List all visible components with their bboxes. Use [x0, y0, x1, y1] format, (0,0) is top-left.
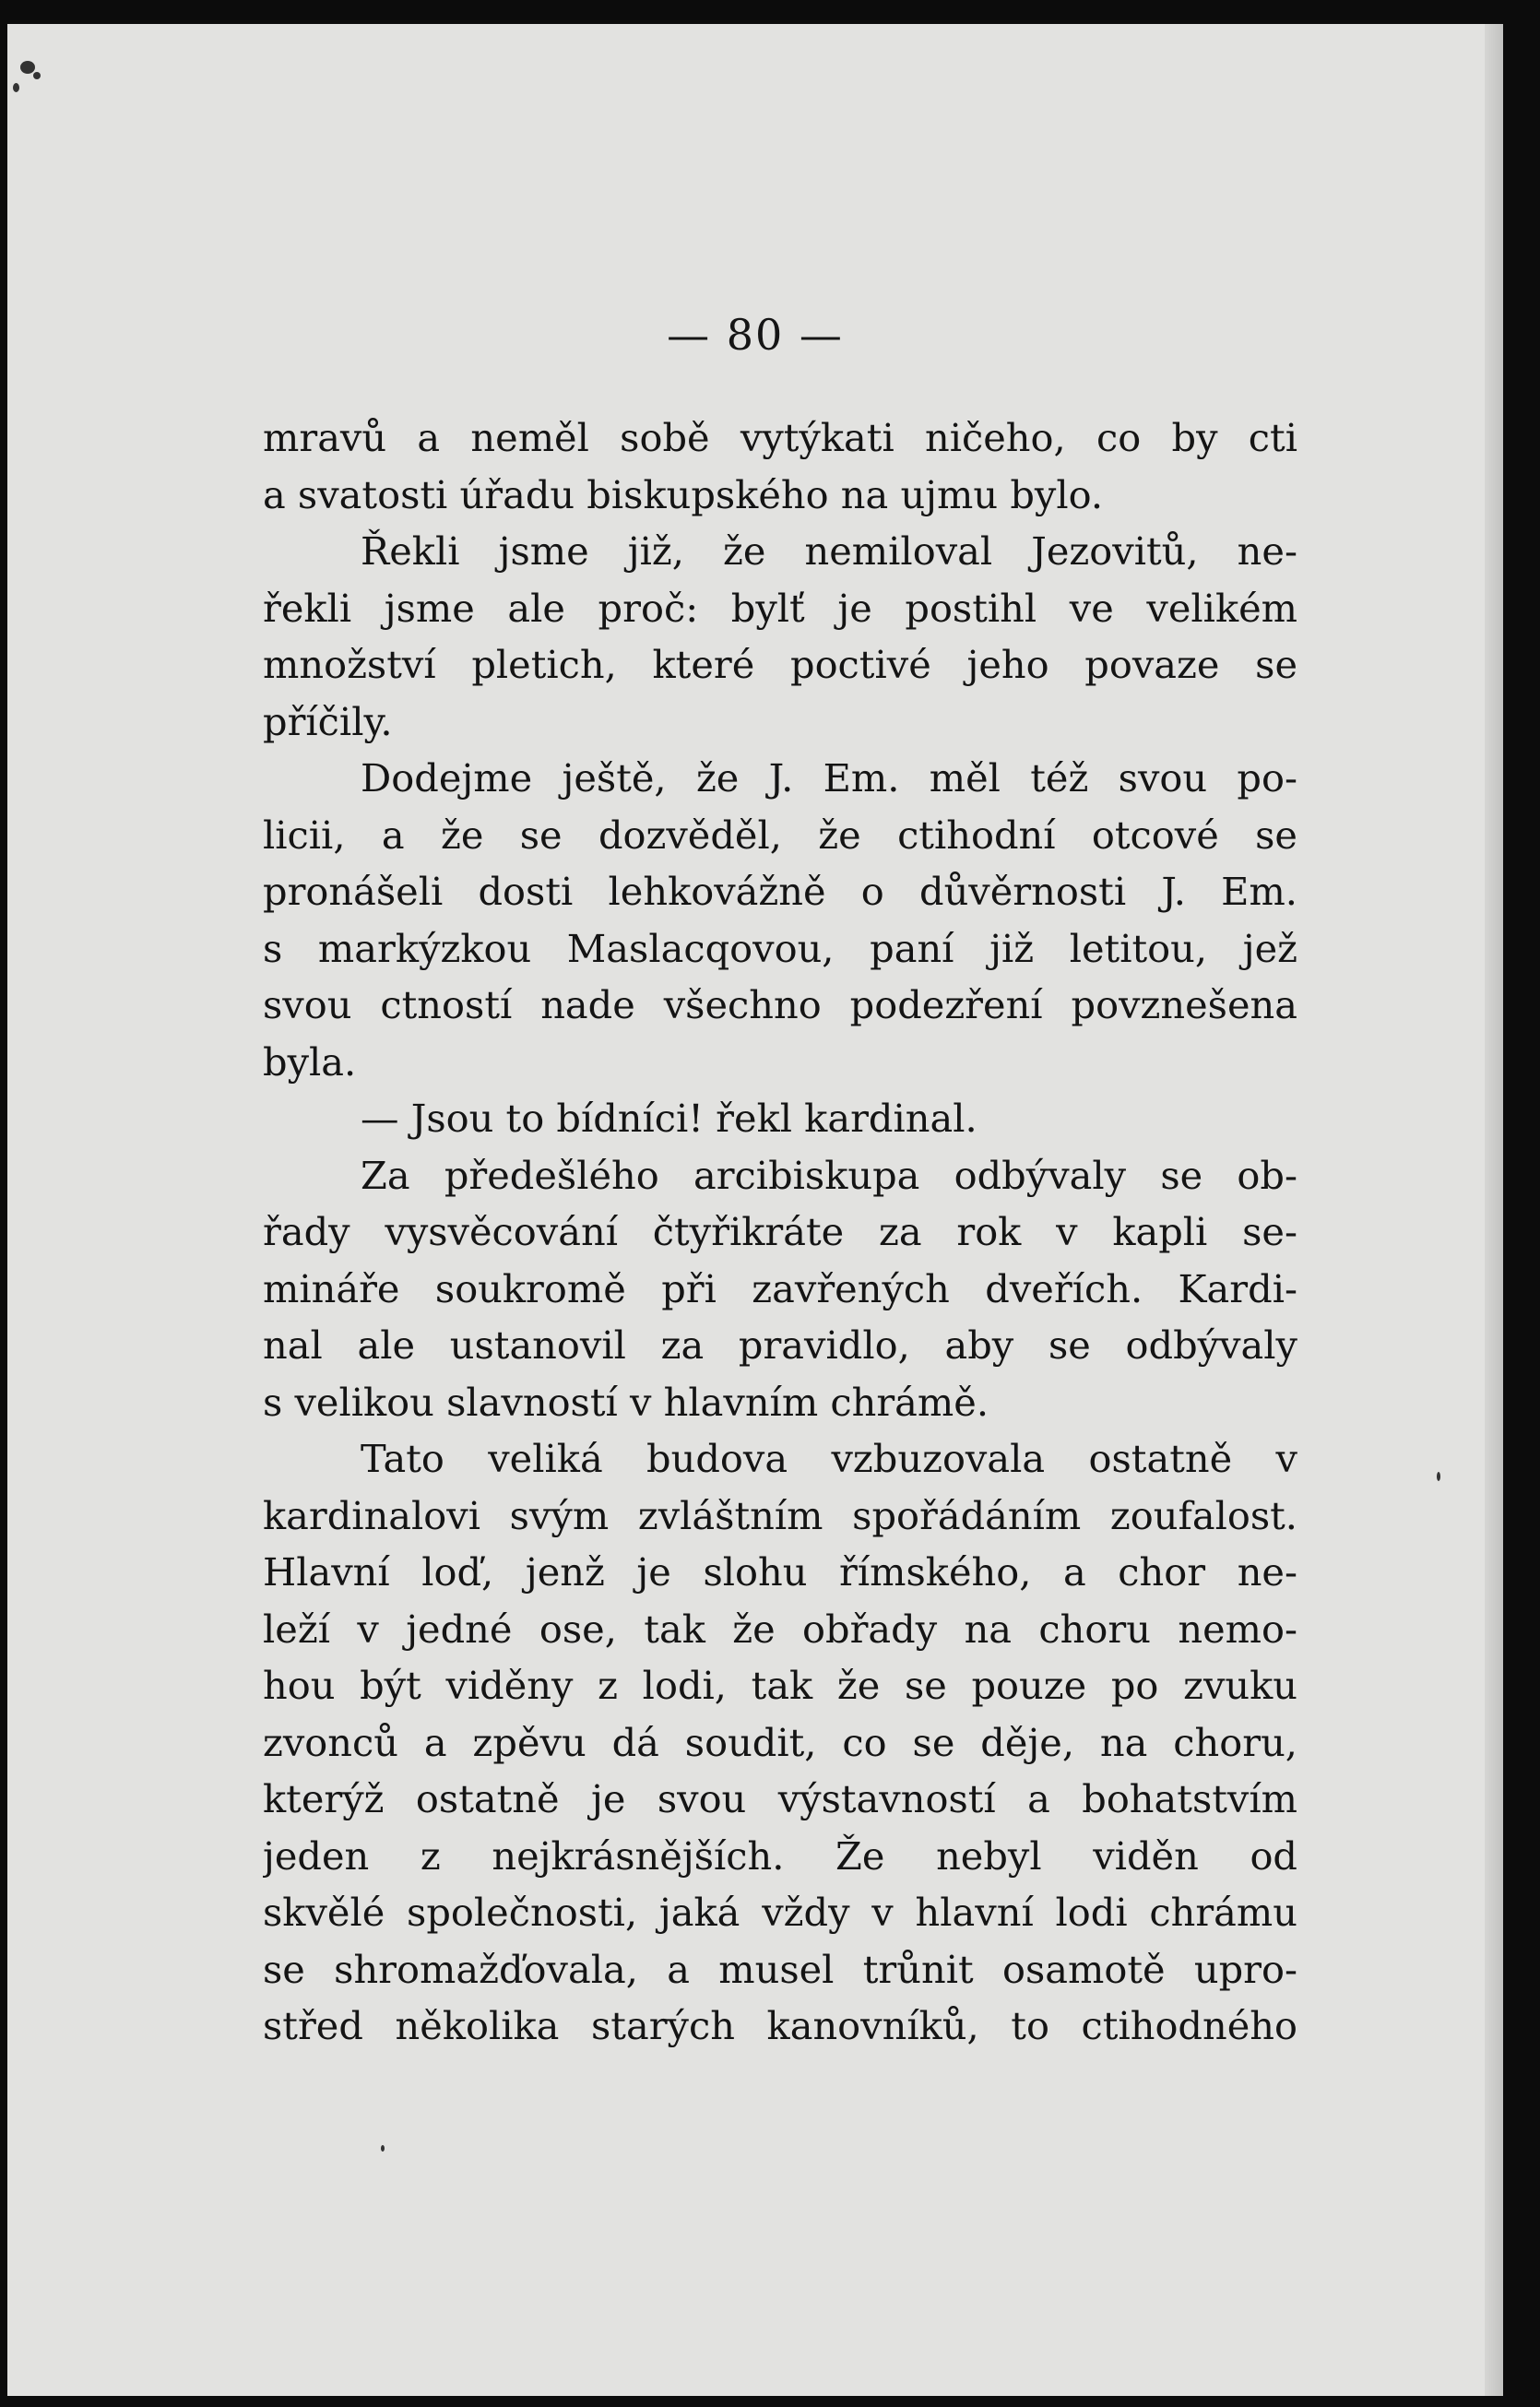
text-line: pronášeli dosti lehkovážně o důvěrnosti J. Em. [263, 869, 1297, 914]
text-line: skvělé společnosti, jaká vždy v hlavní lodi chrámu [263, 1890, 1297, 1935]
text-line: a svatosti úřadu biskupského na ujmu bylo. [263, 471, 1104, 517]
text-line: řady vysvěcování čtyřikráte za rok v kapli se- [263, 1209, 1297, 1254]
book-page [7, 24, 1503, 2396]
text-line: hou být viděny z lodi, tak že se pouze po zvuku [263, 1663, 1297, 1708]
text-line: Dodejme ještě, že J. Em. měl též svou po- [361, 755, 1297, 800]
text-line: množství pletich, které poctivé jeho povaze se [263, 642, 1297, 687]
text-line: licii, a že se dozvěděl, že ctihodní otcové se [263, 812, 1297, 858]
text-line: Tato veliká budova vzbuzovala ostatně v [361, 1436, 1297, 1481]
text-line: Za předešlého arcibiskupa odbývaly se ob- [361, 1152, 1297, 1198]
text-line: leží v jedné ose, tak že obřady na choru nemo- [263, 1606, 1297, 1652]
text-line: střed několika starých kanovníků, to ctihodného [263, 2003, 1297, 2048]
text-line: — Jsou to bídníci! řekl kardinal. [361, 1096, 977, 1141]
body-text [263, 409, 1297, 2055]
page-number: — 80 — [667, 310, 844, 360]
text-line: příčily. [263, 698, 393, 744]
text-line: Řekli jsme již, že nemiloval Jezovitů, ne- [361, 528, 1297, 574]
text-line: se shromažďovala, a musel trůnit osamotě upro- [263, 1946, 1297, 1992]
text-line: jeden z nejkrásnějších. Že nebyl viděn od [263, 1832, 1297, 1879]
text-line: zvonců a zpěvu dá soudit, co se děje, na choru, [263, 1719, 1297, 1765]
ink-speck [33, 72, 41, 79]
ink-speck [13, 83, 19, 92]
text-line: kterýž ostatně je svou výstavností a bohatstvím [263, 1776, 1297, 1821]
text-line: svou ctností nade všechno podezření povznešena [263, 982, 1297, 1027]
page-edge-shadow [1485, 24, 1503, 2396]
text-line: mravů a neměl sobě vytýkati ničeho, co by cti [263, 415, 1297, 460]
text-line: mináře soukromě při zavřených dveřích. Kardi- [263, 1265, 1297, 1311]
text-line: s velikou slavností v hlavním chrámě. [263, 1379, 989, 1425]
text-line: s markýzkou Maslacqovou, paní již letitou, jež [263, 925, 1297, 971]
text-line: byla. [263, 1038, 357, 1085]
ink-speck [20, 61, 35, 74]
text-line: Hlavní loď, jenž je slohu římského, a chor ne- [263, 1549, 1297, 1595]
text-line: nal ale ustanovil za pravidlo, aby se odbývaly [263, 1322, 1297, 1368]
text-line: kardinalovi svým zvláštním spořádáním zoufalost. [263, 1492, 1297, 1538]
ink-speck [1437, 1472, 1440, 1481]
ink-speck [381, 2145, 385, 2152]
text-line: řekli jsme ale proč: bylť je postihl ve velikém [263, 585, 1297, 631]
